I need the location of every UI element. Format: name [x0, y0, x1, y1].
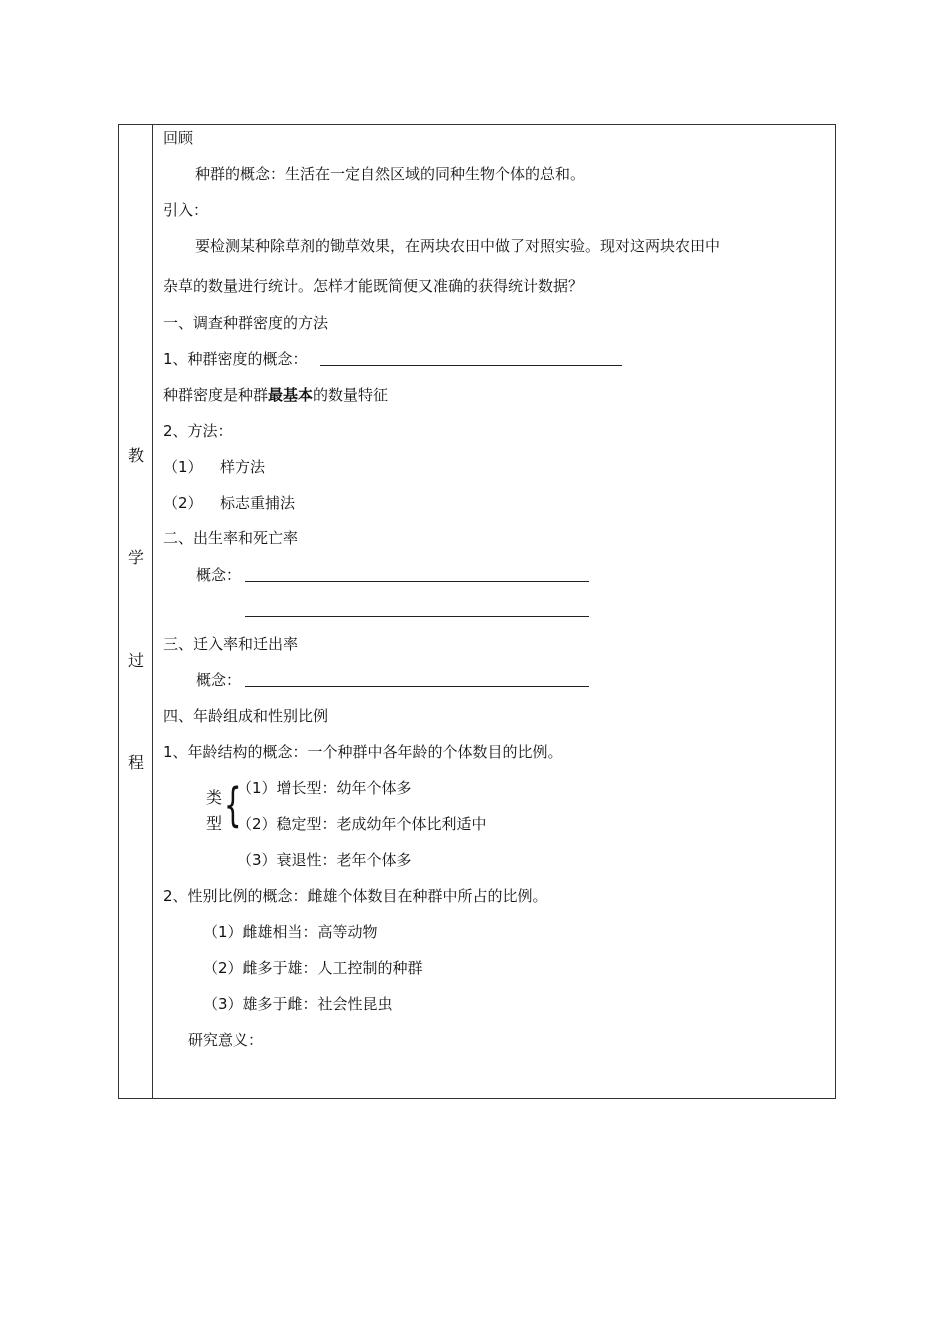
- type-brace-icon: {: [224, 778, 242, 832]
- birth-death-concept-blank-1: [245, 581, 589, 582]
- method-2-number: （2）: [163, 494, 203, 512]
- section-1-title: 一、调查种群密度的方法: [163, 314, 329, 332]
- age-structure-concept: 1、年龄结构的概念：一个种群中各年龄的个体数目的比例。: [163, 743, 563, 761]
- migration-concept-blank: [245, 686, 589, 687]
- migration-concept-label: 概念：: [196, 671, 242, 689]
- sex-ratio-type-female-more: （2）雌多于雄：人工控制的种群: [203, 959, 423, 977]
- section-2-title: 二、出生率和死亡率: [163, 529, 299, 547]
- section-4-title: 四、年龄组成和性别比例: [163, 707, 329, 725]
- density-note-suffix: 的数量特征: [313, 386, 389, 404]
- methods-label: 2、方法：: [163, 422, 233, 440]
- section-3-title: 三、迁入率和迁出率: [163, 635, 299, 653]
- method-1-name: 样方法: [220, 458, 266, 476]
- side-label-char: 教: [127, 446, 144, 465]
- review-heading: 回顾: [163, 129, 194, 147]
- side-label-char: 程: [127, 753, 144, 772]
- density-concept-blank: [320, 365, 622, 366]
- type-label-char: 型: [206, 814, 223, 833]
- density-concept-label: 1、种群密度的概念：: [163, 350, 308, 368]
- type-label-char: 类: [206, 788, 223, 807]
- side-label-char: 过: [127, 651, 144, 670]
- intro-paragraph-line-2: 杂草的数量进行统计。怎样才能既简便又准确的获得统计数据？: [163, 277, 584, 295]
- density-note-prefix: 种群密度是种群: [163, 386, 269, 404]
- birth-death-concept-blank-2: [245, 616, 589, 617]
- intro-paragraph-line-1: 要检测某种除草剂的锄草效果，在两块农田中做了对照实验。现对这两块农田中: [195, 237, 721, 255]
- sex-ratio-type-equal: （1）雌雄相当：高等动物: [203, 923, 378, 941]
- sex-ratio-type-male-more: （3）雄多于雌：社会性昆虫: [203, 995, 393, 1013]
- method-2-name: 标志重捕法: [220, 494, 296, 512]
- age-type-growth: （1）增长型：幼年个体多: [237, 779, 412, 797]
- sex-ratio-concept: 2、性别比例的概念：雌雄个体数目在种群中所占的比例。: [163, 887, 548, 905]
- density-note-emphasis: 最基本: [268, 386, 314, 404]
- intro-heading: 引入：: [163, 201, 209, 219]
- age-type-declining: （3）衰退性：老年个体多: [237, 851, 412, 869]
- density-note: [163, 385, 388, 405]
- birth-death-concept-label: 概念：: [196, 566, 242, 584]
- side-label-char: 学: [127, 548, 144, 567]
- age-type-stable: （2）稳定型：老成幼年个体比利适中: [237, 815, 487, 833]
- research-significance-label: 研究意义：: [188, 1031, 264, 1049]
- population-concept: 种群的概念：生活在一定自然区域的同种生物个体的总和。: [195, 165, 586, 183]
- method-1-number: （1）: [163, 458, 203, 476]
